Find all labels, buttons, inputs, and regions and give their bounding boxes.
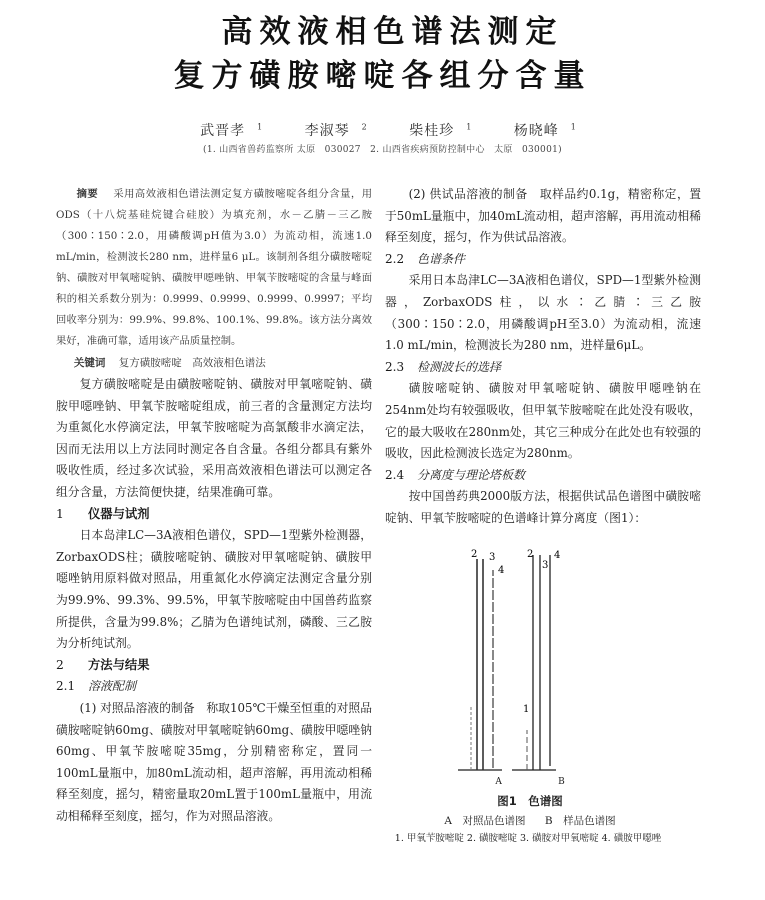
figure-title: 图1 色谱图 <box>497 794 563 808</box>
figure-legend: 1. 甲氧苄胺嘧啶 2. 磺胺嘧啶 3. 磺胺对甲氧嘧啶 4. 磺胺甲噁唑 <box>394 833 662 844</box>
keywords-items: 复方磺胺嘧啶 高效液相色谱法 <box>118 357 266 369</box>
panel-label-b: B <box>558 777 565 787</box>
peak-label-b-4: 4 <box>554 550 561 561</box>
author-list <box>0 120 765 140</box>
left-column <box>56 184 372 827</box>
peak-label-b-1: 1 <box>523 704 530 715</box>
author: 杨晓峰 $^1$ <box>513 122 577 139</box>
peak-label-a-2: 2 <box>471 549 478 560</box>
abstract <box>56 184 372 352</box>
section-2-1-text-2: (2) 供试品溶液的制备 取样品约0.1g，精密称定，置于50mL量瓶中，加40mL流动相，超声溶解，再用流动相稀释至刻度，摇匀，作为供试品溶液。 <box>385 187 701 245</box>
section-heading-2-1: 2.1 溶液配制 <box>56 679 137 694</box>
section-2-1-text: (1) 对照品溶液的制备 称取105℃干燥至恒重的对照品磺胺嘧啶钠60mg、磺胺对甲氧嘧啶钠60mg、磺胺甲噁唑钠60mg、甲氧苄胺嘧啶35mg，分别精密称定，置同一100mL量瓶中，加80mL流动相，超声溶解，再用流动相稀释至刻度，摇匀，精密量取20mL置于100mL量瓶中，用流动相稀释至刻度，摇匀，作为对照品溶液。 <box>56 700 372 823</box>
author: 武晋孝 $^1$ <box>200 122 264 139</box>
figure-sub-b: B 样品色谱图 <box>544 815 616 827</box>
right-column <box>385 184 701 530</box>
abstract-label: 摘要 <box>76 188 99 200</box>
peak-label-a-3: 3 <box>489 552 496 563</box>
abstract-text: 采用高效液相色谱法测定复方磺胺嘧啶各组分含量，用ODS（十八烷基硅烷键合硅胶）为填充剂，水－乙腈－三乙胺（300∶150∶2.0，用磷酸调pH值为3.0）为流动相，流速1.0 mL/min，检测波长280 nm，进样量6 μL。该制剂各组分磺胺嘧啶钠、磺胺对甲氧嘧啶钠、磺胺甲噁唑钠、甲氧苄胺嘧啶的含量与峰面积的相关系数分别为：0.9999、0.9999、0.9999、0.9997；平均回收率分别为：99.9%、99.8%、100.1%、99.8%。该方法分离效果好，准确可靠，适用该产品质量控制。 <box>56 188 373 347</box>
paper-title-line-2: 复方磺胺嘧啶各组分含量 <box>173 58 592 94</box>
figure-subtitle <box>370 813 690 828</box>
section-heading-2-4: 2.4 分离度与理论塔板数 <box>385 467 526 482</box>
author: 李淑琴 $^2$ <box>304 122 368 139</box>
intro-paragraph: 复方磺胺嘧啶是由磺胺嘧啶钠、磺胺对甲氧嘧啶钠、磺胺甲噁唑钠、甲氧苄胺嘧啶组成，前三者的含量测定方法均为重氮化水停滴定法，甲氧苄胺嘧啶为高氯酸非水滴定法，因而无法用以上方法同时测定各自含量。各组分都具有紫外吸收性质，经过多次试验，采用高效液相色谱法可以测定各组分含量，方法简便快捷，结果准确可靠。 <box>56 377 372 499</box>
section-1-text: 日本岛津LC—3A液相色谱仪，SPD—1型紫外检测器，ZorbaxODS柱；磺胺嘧啶钠、磺胺对甲氧嘧啶钠、磺胺甲噁唑钠用原料做对照品，用重氮化水停滴定法测定含量分别为99.9%、99.3%、99.5%，甲氧苄胺嘧啶由中国兽药监察所提供，含量为99.8%；乙腈为色谱纯试剂，磷酸、三乙胺为分析纯试剂。 <box>56 528 372 651</box>
section-heading-2: 2 方法与结果 <box>56 657 150 672</box>
peak-label-b-3: 3 <box>542 560 549 571</box>
chromatogram-figure <box>440 540 640 800</box>
figure-sub-a: A 对照品色谱图 <box>444 815 526 827</box>
chromatogram-svg <box>440 540 640 780</box>
section-heading-2-3: 2.3 检测波长的选择 <box>385 359 502 374</box>
paper-title-line-1: 高效液相色谱法测定 <box>221 14 564 50</box>
section-2-4-text: 按中国兽药典2000版方法，根据供试品色谱图中磺胺嘧啶钠、甲氧苄胺嘧啶的色谱峰计算分离度（图1）： <box>385 489 701 525</box>
figure-panel-labels <box>370 777 690 787</box>
peak-label-a-4: 4 <box>498 565 505 576</box>
affiliation: (1. 山西省兽药监察所 太原 030027 2. 山西省疾病预防控制中心 太原 030001) <box>203 145 562 155</box>
section-heading-2-2: 2.2 色谱条件 <box>385 251 466 266</box>
panel-label-a: A <box>495 777 502 787</box>
peak-label-b-2: 2 <box>527 549 534 560</box>
section-2-2-text: 采用日本岛津LC—3A液相色谱仪，SPD—1型紫外检测器，ZorbaxODS柱，以水∶乙腈∶三乙胺（300∶150∶2.0，用磷酸调pH至3.0）为流动相，流速1.0 mL/min，检测波长为280 nm，进样量6μL。 <box>385 273 701 353</box>
keywords-label: 关键词 <box>73 357 106 369</box>
section-heading-1: 1 仪器与试剂 <box>56 506 150 521</box>
author: 柴桂珍 $^1$ <box>409 122 473 139</box>
section-2-3-text: 磺胺嘧啶钠、磺胺对甲氧嘧啶钠、磺胺甲噁唑钠在254nm处均有较强吸收，但甲氧苄胺嘧啶在此处没有吸收，它的最大吸收在280nm处，其它三种成分在此处也有较强的吸收，因此检测波长选定为280nm。 <box>385 381 701 461</box>
keywords <box>56 352 372 374</box>
